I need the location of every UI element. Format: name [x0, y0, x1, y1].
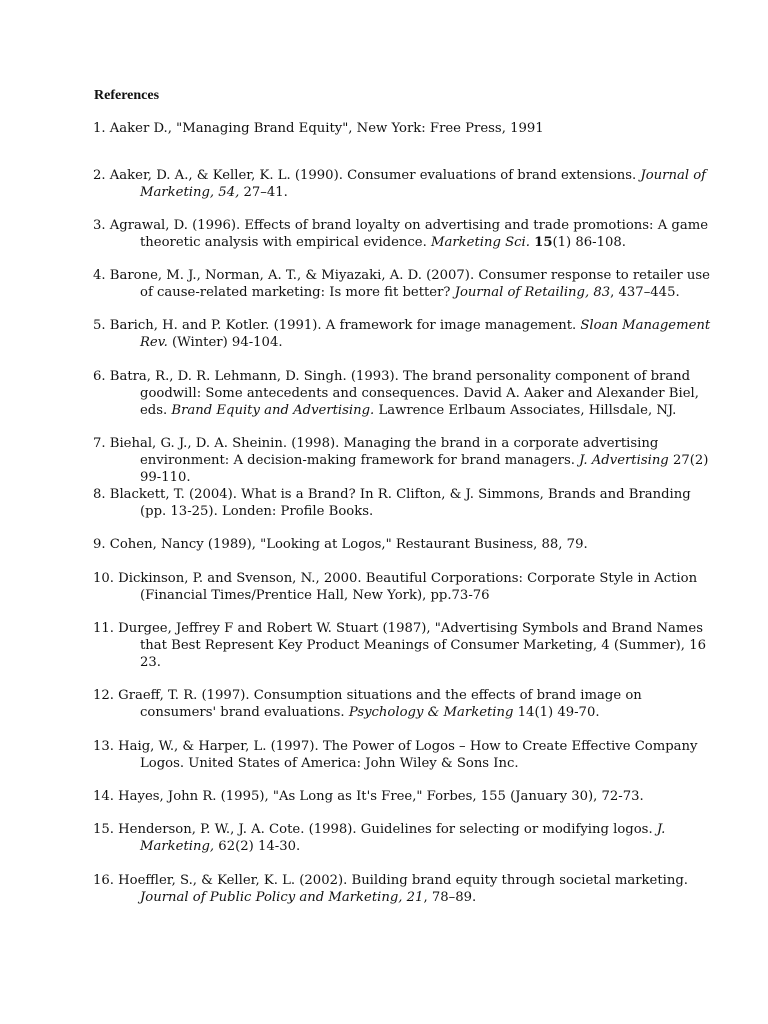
ref-text: 12. Graeff, T. R. (1997). Consumption situations and the effects of brand image on consumers' brand evaluations. [93, 688, 646, 720]
ref-text: 10. Dickinson, P. and Svenson, N., 2000. Beautiful Corporations: Corporate Style in Action (Financial Times/Prentice Hall, New York), pp.73-76 [93, 571, 702, 603]
reference-15 [93, 822, 720, 856]
ref-text: 13. Haig, W., & Harper, L. (1997). The Power of Logos – How to Create Effective Company Logos. United States of America: John Wiley & Sons Inc. [93, 739, 702, 771]
ref-journal: Psychology & Marketing [348, 704, 514, 720]
ref-text: 4. Barone, M. J., Norman, A. T., & Miyazaki, A. D. (2007). Consumer response to retailer use of cause-related marketing: Is more fit better? [93, 268, 715, 300]
reference-1 [93, 121, 720, 138]
ref-text: 6. Batra, R., D. R. Lehmann, D. Singh. (1993). The brand personality component of brand goodwill: Some antecedents and consequences. David A. Aaker and Alexander Biel, eds. [93, 369, 704, 418]
ref-text: 62(2) 14-30. [214, 838, 301, 854]
ref-text: 14. Hayes, John R. (1995), "As Long as It's Free," Forbes, 155 (January 30), 72-73. [93, 789, 644, 804]
ref-text: 15. Henderson, P. W., J. A. Cote. (1998). Guidelines for selecting or modifying logos. [93, 822, 657, 837]
ref-journal: J. Marketing, [140, 822, 670, 854]
ref-text: 11. Durgee, Jeffrey F and Robert W. Stuart (1987), "Advertising Symbols and Brand Names that Best Represent Key Product Meanings of Consumer Marketing, 4 (Summer), 16 23. [93, 621, 711, 670]
ref-volume: 15 [534, 234, 553, 250]
ref-text: 7. Biehal, G. J., D. A. Sheinin. (1998). Managing the brand in a corporate advertising environment: A decision-making framework for brand managers. [93, 436, 663, 468]
reference-13 [93, 739, 720, 773]
ref-text: 3. Agrawal, D. (1996). Effects of brand loyalty on advertising and trade promotions: A game theoretic analysis with empirical evidence. [93, 218, 713, 250]
ref-book-title: Brand Equity and Advertising. [171, 402, 375, 418]
ref-text: 27(2) 99-110. [140, 452, 713, 485]
reference-2 [93, 168, 720, 202]
ref-text: 5. Barich, H. and P. Kotler. (1991). A framework for image management. [93, 318, 581, 333]
reference-14 [93, 789, 720, 806]
ref-text: 8. Blackett, T. (2004). What is a Brand? In R. Clifton, & J. Simmons, Brands and Branding (pp. 13-25). Londen: Profile Books. [93, 487, 695, 519]
ref-text: 9. Cohen, Nancy (1989), "Looking at Logos," Restaurant Business, 88, 79. [93, 537, 588, 552]
ref-text: , 78–89. [423, 889, 477, 905]
references-heading: References [94, 88, 160, 103]
reference-12 [93, 688, 720, 722]
ref-text: 16. Hoeffler, S., & Keller, K. L. (2002). Building brand equity through societal marketing. [93, 873, 693, 888]
reference-9 [93, 537, 720, 554]
reference-7 [93, 436, 720, 486]
ref-journal: Journal of Marketing, 54, [140, 168, 711, 200]
reference-8 [93, 487, 720, 521]
ref-text: 27–41. [239, 184, 288, 200]
ref-text: 2. Aaker, D. A., & Keller, K. L. (1990). Consumer evaluations of brand extensions. [93, 168, 641, 183]
reference-3 [93, 218, 720, 252]
ref-journal: Journal of Retailing, 83 [454, 284, 611, 300]
reference-10 [93, 571, 720, 605]
ref-text: 14(1) 49-70. [513, 704, 600, 720]
reference-6 [93, 369, 720, 419]
ref-journal: J. Advertising [579, 452, 669, 468]
ref-text: Lawrence Erlbaum Associates, Hillsdale, NJ. [374, 402, 677, 418]
reference-4 [93, 268, 720, 302]
ref-text: (Winter) 94-104. [167, 334, 283, 350]
ref-journal: Sloan Management Rev. [140, 318, 715, 350]
ref-journal: Marketing Sci. [431, 234, 535, 250]
ref-text: , 437–445. [610, 284, 680, 300]
reference-5 [93, 318, 720, 352]
ref-text: (1) 86-108. [552, 234, 626, 250]
reference-16 [93, 873, 720, 907]
ref-journal: Journal of Public Policy and Marketing, 21 [140, 889, 424, 905]
reference-11 [93, 621, 720, 671]
ref-text: 1. Aaker D., "Managing Brand Equity", New York: Free Press, 1991 [93, 121, 544, 136]
